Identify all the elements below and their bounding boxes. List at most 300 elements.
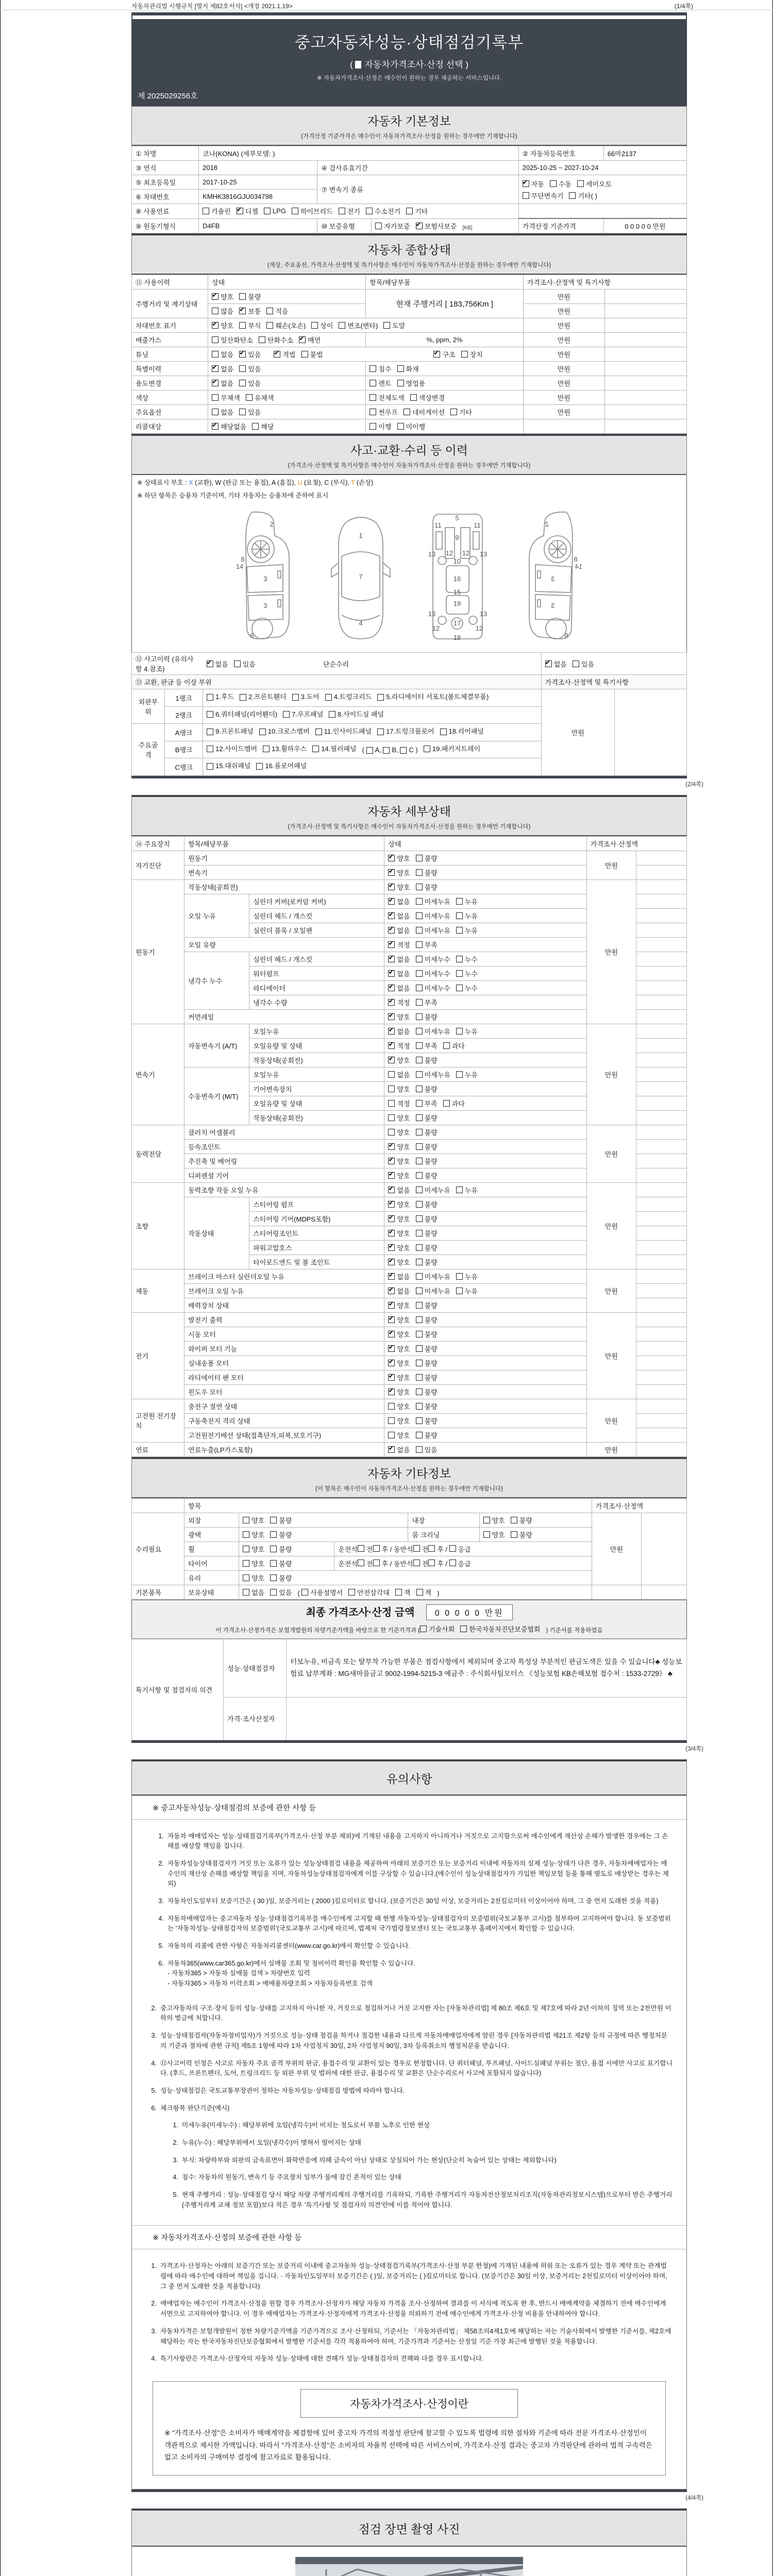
item-label: 기어변속장치 (249, 1081, 384, 1096)
note-cell (636, 1154, 686, 1168)
state-option: 양호 (388, 1113, 410, 1123)
checkbox-empty-icon (416, 1302, 423, 1309)
page-marker-2: (2/4쪽) (685, 781, 703, 788)
state-option: ✔ 양호 (388, 882, 410, 892)
note-cell (604, 376, 686, 391)
row-label: 리콜대상 (132, 419, 208, 434)
note-cell (636, 1240, 686, 1255)
rank-items (203, 724, 542, 741)
diagram-part-number: 6 (564, 632, 568, 639)
state-option: 누유 (456, 1185, 478, 1195)
detail-grid (131, 836, 687, 1457)
row-state (208, 405, 366, 419)
checkbox-empty-icon (311, 322, 318, 329)
state-option: ✔ 양호 (388, 1257, 410, 1267)
price-cell: 만원 (523, 376, 604, 391)
form-reference-note: 자동차관리법 시행규칙 [별지 제82호서식] <개정 2021.1.19> (131, 3, 293, 10)
table-row (132, 347, 687, 362)
state-option: 누유 (456, 1026, 478, 1036)
item-state (384, 1370, 586, 1384)
notice-item: 5. 자동차의 리콜에 관한 사항은 자동차리콜센터(www.car.go.kr)에서 확인할 수 있습니다. (158, 1942, 411, 1950)
reg-no-label: ② 자동차등록번호 (518, 146, 603, 161)
notice-header (131, 1759, 687, 1795)
transmission-option: 세미오토 (577, 179, 612, 189)
table-row (132, 318, 687, 333)
checkbox-empty-icon (416, 1432, 423, 1438)
note-cell (636, 1110, 686, 1125)
item-label: 충전구 절연 상태 (184, 1399, 384, 1413)
model-year-value: 2018 (199, 161, 317, 175)
hold-sub-option: 사용설명서 (301, 1587, 343, 1597)
item-state (384, 966, 586, 980)
fuel-option: 기타 (406, 206, 428, 216)
checkbox-empty-icon (339, 208, 345, 214)
status-code-legend: ※ 상태표시 부호 : X (교환), W (판금 또는 용접), A (흠집), U (요철), C (부식), T (손상) (131, 475, 687, 488)
price-cell: 만원 (586, 1399, 636, 1442)
item-state (384, 1298, 586, 1312)
table-row (132, 879, 687, 894)
state-option: ✔ 양호 (212, 320, 233, 330)
diagram-part-number: 2 (545, 520, 549, 528)
checkbox-empty-icon (416, 1201, 423, 1208)
warranty-label: ⑩ 보증유형 (317, 218, 372, 233)
row-state (208, 376, 366, 391)
item-label: 라디에이터 팬 모터 (184, 1370, 384, 1384)
repair-option: ✔ 없음 (545, 659, 567, 669)
checkbox-empty-icon (207, 763, 213, 770)
checkbox-empty-icon (259, 728, 266, 735)
item-group-label: 냉각수 누수 (184, 952, 249, 1009)
price-cell: 만원 (586, 851, 636, 879)
table-row (132, 391, 687, 405)
row-state (208, 391, 366, 405)
price-cell: 만원 (592, 1513, 641, 1585)
state-option: 불량 (416, 1084, 438, 1094)
panel-item: 14.필러패널 (312, 742, 356, 756)
price-survey-checkbox (355, 61, 361, 69)
note-cell (636, 1255, 686, 1269)
checkbox-empty-icon (369, 365, 376, 372)
panel-item: 15.대쉬패널 (207, 759, 250, 773)
rank-items (203, 706, 542, 724)
checkbox-checked-icon (388, 1057, 395, 1063)
item-state (384, 1110, 586, 1125)
basic-info-subtitle: (가격산정 기준가격은 매수인이 자동차가격조사·산정을 원하는 경우에만 기재합니다) (301, 133, 517, 140)
price-cell: 만원 (586, 879, 636, 1024)
row-part (366, 419, 523, 434)
state-option: ✔ 적정 (388, 940, 410, 950)
checkbox-empty-icon (416, 927, 423, 934)
inspection-valid-label: ④ 검사유효기간 (317, 161, 518, 175)
fuel-option: 수소전기 (366, 206, 400, 216)
opinion-label: 특기사항 및 점검자의 의견 (132, 1639, 224, 1740)
checkbox-empty-icon (270, 1589, 277, 1596)
checkbox-checked-icon (212, 380, 219, 386)
note-cell (636, 1226, 686, 1240)
diagram-part-number: 13 (428, 610, 436, 618)
polish-label: 광택 (184, 1527, 239, 1541)
interior-label: 내장 (408, 1513, 479, 1527)
mileage-state-2 (208, 304, 366, 318)
checkbox-empty-icon (383, 747, 390, 754)
state-option: 불량 (511, 1515, 532, 1525)
item-label: 클러치 어셈블리 (184, 1125, 384, 1139)
inspection-valid-value: 2025-10-25 ~ 2027-10-24 (518, 161, 686, 175)
hold-state-label: 보유상태 (184, 1585, 239, 1599)
glass-label: 유리 (184, 1570, 239, 1585)
note-cell (604, 290, 686, 304)
item-state (384, 1442, 586, 1456)
item-label: 브레이크 마스터 실린더오일 누유 (184, 1269, 384, 1283)
base-price-label: 가격산정 기준가격 (518, 218, 603, 233)
diagram-part-number: 11 (474, 521, 481, 529)
state-option: 양호 (388, 1430, 410, 1440)
inspection-photos (131, 2547, 687, 2576)
panel-item: 2.프론트휀더 (240, 690, 287, 704)
diagram-part-number: 12 (475, 624, 483, 632)
item-label: 발전기 출력 (184, 1312, 384, 1327)
hold-sub-option: 잭 (395, 1587, 411, 1597)
panel-item: 12.사이드멤버 (207, 742, 257, 756)
state-option: 불량 (416, 1430, 438, 1440)
checkbox-checked-icon (388, 985, 395, 991)
state-option: ✔ 해당없음 (212, 421, 246, 431)
note-cell (604, 419, 686, 434)
checkbox-empty-icon (207, 694, 213, 701)
main-frame-label: 주요골격 (132, 724, 165, 776)
checkbox-empty-icon (388, 1129, 395, 1136)
col-price: 가격조사·산정액 (586, 836, 686, 851)
state-option: 불량 (416, 1401, 438, 1411)
item-state (384, 1255, 586, 1269)
note-cell (604, 391, 686, 405)
exchange-price-label: 가격조사·산정액 및 특기사항 (541, 675, 686, 689)
device-label: 자기진단 (132, 851, 184, 879)
item-state (384, 1312, 586, 1327)
panel-item: 11.인사이드패널 (315, 725, 372, 738)
table-row (132, 419, 687, 434)
notice-item: 4. ⑫사고이력 인정은 사고로 자동차 주요 골격 부위의 판금, 용접수리 및 교환이 있는 경우로 한정합니다. 단 쿼터패널, 루프패널, 사이드실패널 부위는 절단, 용접 시에만 사고로 표기합니다. (후드, 프론트펜더, 도어, 트렁크리드 등 외판 부위 및 범퍼에 대한 판금, 용접수리 및 교환은 단순수리로서 사고에 포함되지 않습니다) (151, 2059, 673, 2077)
col-state: 상태 (208, 275, 366, 290)
state-option: 해당 (252, 421, 274, 431)
checkbox-empty-icon (416, 1100, 423, 1107)
panel-item: 18.리어패널 (440, 725, 484, 738)
state-option: 있음 (239, 378, 261, 388)
mileage-option: ✔ 보통 (239, 306, 261, 316)
item-state (384, 1197, 586, 1211)
status-code-W: W (215, 479, 222, 486)
accident-grid (131, 652, 687, 776)
checkbox-empty-icon (397, 423, 404, 430)
state-option: 불량 (416, 1127, 438, 1137)
note-cell (636, 1096, 686, 1110)
notice-item: 3. 자동차가격은 보험개발원이 정한 차량기준가액을 기준가격으로 조사·산정하되, 기준서는 「자동차관리법」 제58조의4제1호에 해당하는 자는 기술사회에서 발행한 기준서를, 제2호에 해당하는 자는 한국자동차진단보증협회에서 발행한 기준서를 각각 적용하여야 하며, 기준가격과 기준서는 산정일 기준 가장 최근에 발행된 것을 적용합니다. (151, 2327, 671, 2345)
state-option: 누유 (456, 1070, 478, 1079)
checkbox-empty-icon (243, 1574, 249, 1581)
checkbox-empty-icon (256, 763, 263, 770)
panel-item: 19.패키지트레이 (424, 742, 480, 756)
checkbox-checked-icon (388, 1259, 395, 1265)
checkbox-empty-icon (483, 1517, 490, 1523)
col-device: ⑭ 주요장치 (132, 836, 184, 851)
device-label: 조향 (132, 1182, 184, 1269)
item-label: 타이로드엔드 및 볼 조인트 (249, 1255, 384, 1269)
state-option: 누유 (456, 896, 478, 906)
basic-info-table (131, 146, 687, 233)
top-annotation-line (131, 2, 693, 10)
state-option: 불량 (416, 1315, 438, 1325)
checkbox-empty-icon (420, 1625, 427, 1632)
fuel-option: 하이브리드 (292, 206, 333, 216)
checkbox-checked-icon (388, 1302, 395, 1309)
checkbox-checked-icon (212, 423, 219, 430)
table-row (132, 1513, 687, 1527)
state-option: 있음 (416, 1445, 438, 1454)
checkbox-empty-icon (270, 1574, 277, 1581)
checkbox-empty-icon (443, 1042, 450, 1049)
note-cell (636, 1269, 686, 1283)
state-option: 부족 (416, 1041, 438, 1050)
photos-title: 점검 장면 촬영 사진 (358, 2522, 460, 2536)
basic-info-header (131, 106, 687, 146)
item-state (384, 1096, 586, 1110)
rank-label: C랭크 (165, 758, 203, 776)
diagram-part-number: 6 (250, 632, 254, 639)
status-code-X: X (189, 479, 193, 486)
checkbox-checked-icon (416, 223, 423, 229)
checkbox-empty-icon (456, 912, 463, 919)
note-cell (636, 937, 686, 952)
device-label: 변속기 (132, 1024, 184, 1125)
state-option: 불량 (416, 868, 438, 877)
device-label: 고전원 전기장치 (132, 1399, 184, 1442)
row-part: %, ppm, 2% (366, 333, 523, 347)
table-row (132, 653, 687, 675)
checkbox-empty-icon (239, 322, 246, 329)
rank-label: A랭크 (165, 724, 203, 741)
note-cell (636, 1413, 686, 1428)
report-title: 중고자동차성능·상태점검기록부 (294, 33, 524, 52)
note-cell (614, 689, 686, 776)
state-option: 과다 (443, 1041, 465, 1050)
rank-items (203, 741, 542, 758)
checkbox-empty-icon (416, 1345, 423, 1352)
item-label: 변속기 (184, 865, 384, 879)
checkbox-empty-icon (416, 1403, 423, 1410)
hold-state-checks: 없음 있음 ( 사용설명서 안전삼각대 잭 잭 ) (239, 1585, 592, 1599)
state-option: ✔ 양호 (388, 1372, 410, 1382)
vin-label: ⑥ 차대번호 (132, 190, 199, 204)
note-cell (636, 894, 686, 908)
checkbox-empty-icon (312, 745, 319, 752)
etc-grid (131, 1498, 687, 1600)
checkbox-checked-icon (274, 351, 280, 358)
detail-header (131, 795, 687, 836)
checkbox-empty-icon (416, 941, 423, 948)
row-label: 주요옵션 (132, 405, 208, 419)
first-reg-label: ⑤ 최초등록일 (132, 175, 199, 190)
item-state (384, 1355, 586, 1370)
mileage-label: 주행거리 및 계기상태 (132, 290, 208, 318)
state-option: ✔ 없음 (388, 911, 410, 921)
panel-item: 7.루프패널 (283, 708, 323, 721)
state-option: 누유 (456, 1286, 478, 1296)
item-label: 실린더 블록 / 오일팬 (249, 923, 384, 937)
inspection-photo-front (295, 2557, 523, 2576)
checkbox-empty-icon (207, 711, 213, 718)
checkbox-empty-icon (440, 728, 447, 735)
checkbox-empty-icon (212, 308, 219, 314)
checkbox-empty-icon (239, 293, 246, 300)
checkbox-empty-icon (416, 1013, 423, 1020)
checkbox-empty-icon (416, 1143, 423, 1150)
state-option: 미세누유 (416, 1286, 450, 1296)
item-label: 파워고압호스 (249, 1240, 384, 1255)
state-option: ✔ 양호 (388, 1055, 410, 1065)
checkbox-empty-icon (428, 1560, 435, 1566)
diagram-part-number: 3 (263, 602, 267, 609)
detail-state-table (131, 836, 687, 1457)
hold-sub-option: 안전삼각대 (348, 1587, 390, 1597)
warranty-option: ✔ 보험사보증 (416, 221, 457, 231)
row-label: 차대번호 표기 (132, 318, 208, 333)
state-option: ✔ 없음 (388, 1185, 410, 1195)
checkbox-empty-icon (373, 1545, 380, 1552)
checkbox-empty-icon (270, 1560, 277, 1567)
checkbox-empty-icon (301, 351, 308, 358)
price-cell: 만원 (523, 405, 604, 419)
checkbox-checked-icon (388, 1230, 395, 1236)
item-state (384, 1009, 586, 1024)
checkbox-checked-icon (237, 208, 243, 214)
first-reg-value: 2017-10-25 (199, 175, 317, 190)
item-state (384, 1139, 586, 1154)
checkbox-checked-icon (212, 322, 219, 329)
checkbox-checked-icon (388, 956, 395, 962)
state-option: 불량 (416, 1243, 438, 1252)
state-option: ✔ 양호 (388, 1171, 410, 1180)
checkbox-checked-icon (388, 1013, 395, 1020)
checkbox-empty-icon (416, 970, 423, 977)
diagram-part-number: 1 (359, 532, 363, 539)
price-survey-definition-box (153, 2381, 666, 2476)
checkbox-empty-icon (329, 711, 335, 718)
state-option: 미세누수 (416, 954, 450, 964)
base-price-value: 0 0 0 0 0 만원 (603, 218, 686, 233)
state-option: ✔ 양호 (388, 1344, 410, 1353)
item-label: 브레이크 오일 누유 (184, 1283, 384, 1298)
checkbox-checked-icon (388, 1287, 395, 1294)
outer-panel-label: 외판부위 (132, 689, 165, 724)
checkbox-empty-icon (416, 1331, 423, 1337)
checkbox-empty-icon (460, 1625, 467, 1632)
report-masthead (131, 12, 687, 106)
item-state (384, 1240, 586, 1255)
diagram-part-number: 10 (453, 557, 461, 565)
state-option: 양호 (388, 1084, 410, 1094)
state-option: 미세누유 (416, 1185, 450, 1195)
summary-subtitle: (색상, 주요옵션, 가격조사·산정액 및 특기사항은 매수인이 자동차가격조사·산정을 원하는 경우에만 기재합니다) (267, 262, 551, 268)
status-code-A: A (271, 479, 276, 486)
checkbox-empty-icon (369, 380, 376, 386)
item-state (384, 995, 586, 1009)
notice-item: 1. 가격조사·산정자는 아래의 보증기간 또는 보증거리 이내에 중고자동차 성능·상태점검기록부(가격조사·산정 부분 한정)에 기재된 내용에 허위 또는 오류가 있는 경우 계약 또는 관계법령에 따라 매수인에 대하여 책임을 집니다. · 자동차인도일부터 보증기간은 ( )일, 보증거리는 ( )킬로미터로 합니다. (보증기간은 30일 이상, 보증거리는 2천킬로미터 이상이어야 하며, 그 중 먼저 도래한 것을 적용합니다) (151, 2262, 667, 2290)
state-option: 미세누유 (416, 1026, 450, 1036)
col-price-note: 가격조사·산정액 및 특기사항 (523, 275, 686, 290)
inspector-opinion-table (131, 1639, 687, 1740)
state-option: 불량 (416, 1416, 438, 1426)
state-option: 양호 (243, 1530, 264, 1539)
checkbox-empty-icon (456, 1028, 463, 1035)
state-option: ✔ 있음 (239, 349, 261, 359)
page-left-border (0, 0, 1, 2576)
state-option: 불량 (270, 1544, 292, 1554)
part-option: 영업용 (397, 378, 426, 388)
diagram-part-number: 15 (453, 588, 461, 596)
checkbox-checked-icon (388, 1187, 395, 1193)
table-row (132, 376, 687, 391)
summary-title: 자동차 종합상태 (367, 243, 451, 257)
note-cell (641, 1513, 686, 1585)
item-label: 오일누유 (249, 1024, 384, 1038)
state-option: 부족 (416, 997, 438, 1007)
item-state (384, 1341, 586, 1355)
mileage-option: 불량 (239, 292, 261, 301)
item-state (384, 1182, 586, 1197)
state-option: 있음 (239, 364, 261, 374)
wheel-label: 휠 (184, 1541, 239, 1556)
checkbox-checked-icon (545, 660, 552, 667)
checkbox-empty-icon (203, 208, 209, 214)
transmission-option: 무단변속기 (523, 191, 564, 200)
checkbox-empty-icon (395, 1589, 402, 1596)
checkbox-empty-icon (416, 1244, 423, 1251)
checkbox-empty-icon (397, 365, 404, 372)
summary-grid (131, 275, 687, 434)
pillar-sub-options: ( A, B, C ) (362, 746, 418, 754)
fuel-options (199, 204, 519, 219)
checkbox-empty-icon (413, 1560, 420, 1566)
diagram-part-number: 12 (432, 624, 440, 632)
note-cell (636, 851, 686, 865)
checkbox-empty-icon (416, 1273, 423, 1280)
state-option: 불량 (416, 1012, 438, 1022)
note-cell (636, 923, 686, 937)
panel-item: 5.라디에이터 서포트(볼트체결부품) (377, 690, 489, 704)
checkbox-empty-icon (388, 1114, 395, 1121)
state-option: 누수 (456, 983, 478, 993)
checkbox-empty-icon (388, 1403, 395, 1410)
col-usage-history: ⑪ 사용이력 (132, 275, 208, 290)
checkbox-checked-icon (239, 351, 246, 358)
state-option: ✔ 양호 (388, 1199, 410, 1209)
part-option: 이행 (369, 421, 391, 431)
checkbox-empty-icon (243, 1560, 249, 1567)
note-cell (636, 1428, 686, 1442)
checkbox-empty-icon (416, 999, 423, 1006)
checkbox-empty-icon (243, 1517, 249, 1523)
notice-item: 5. 성능·상태점검은 국토교통부장관이 정하는 자동차성능·상태점검 방법에 따라야 합니다. (151, 2087, 405, 2094)
checkbox-empty-icon (443, 1100, 450, 1107)
row-state (208, 362, 366, 376)
item-group-label: 자동변속기 (A/T) (184, 1024, 249, 1067)
part-option: 미이행 (397, 421, 426, 431)
document-number: 제 2025029256호 (138, 92, 198, 100)
state-option: 과다 (443, 1098, 465, 1108)
table-row (132, 362, 687, 376)
checkbox-checked-icon (388, 1028, 395, 1035)
part-option: 화재 (397, 364, 419, 374)
